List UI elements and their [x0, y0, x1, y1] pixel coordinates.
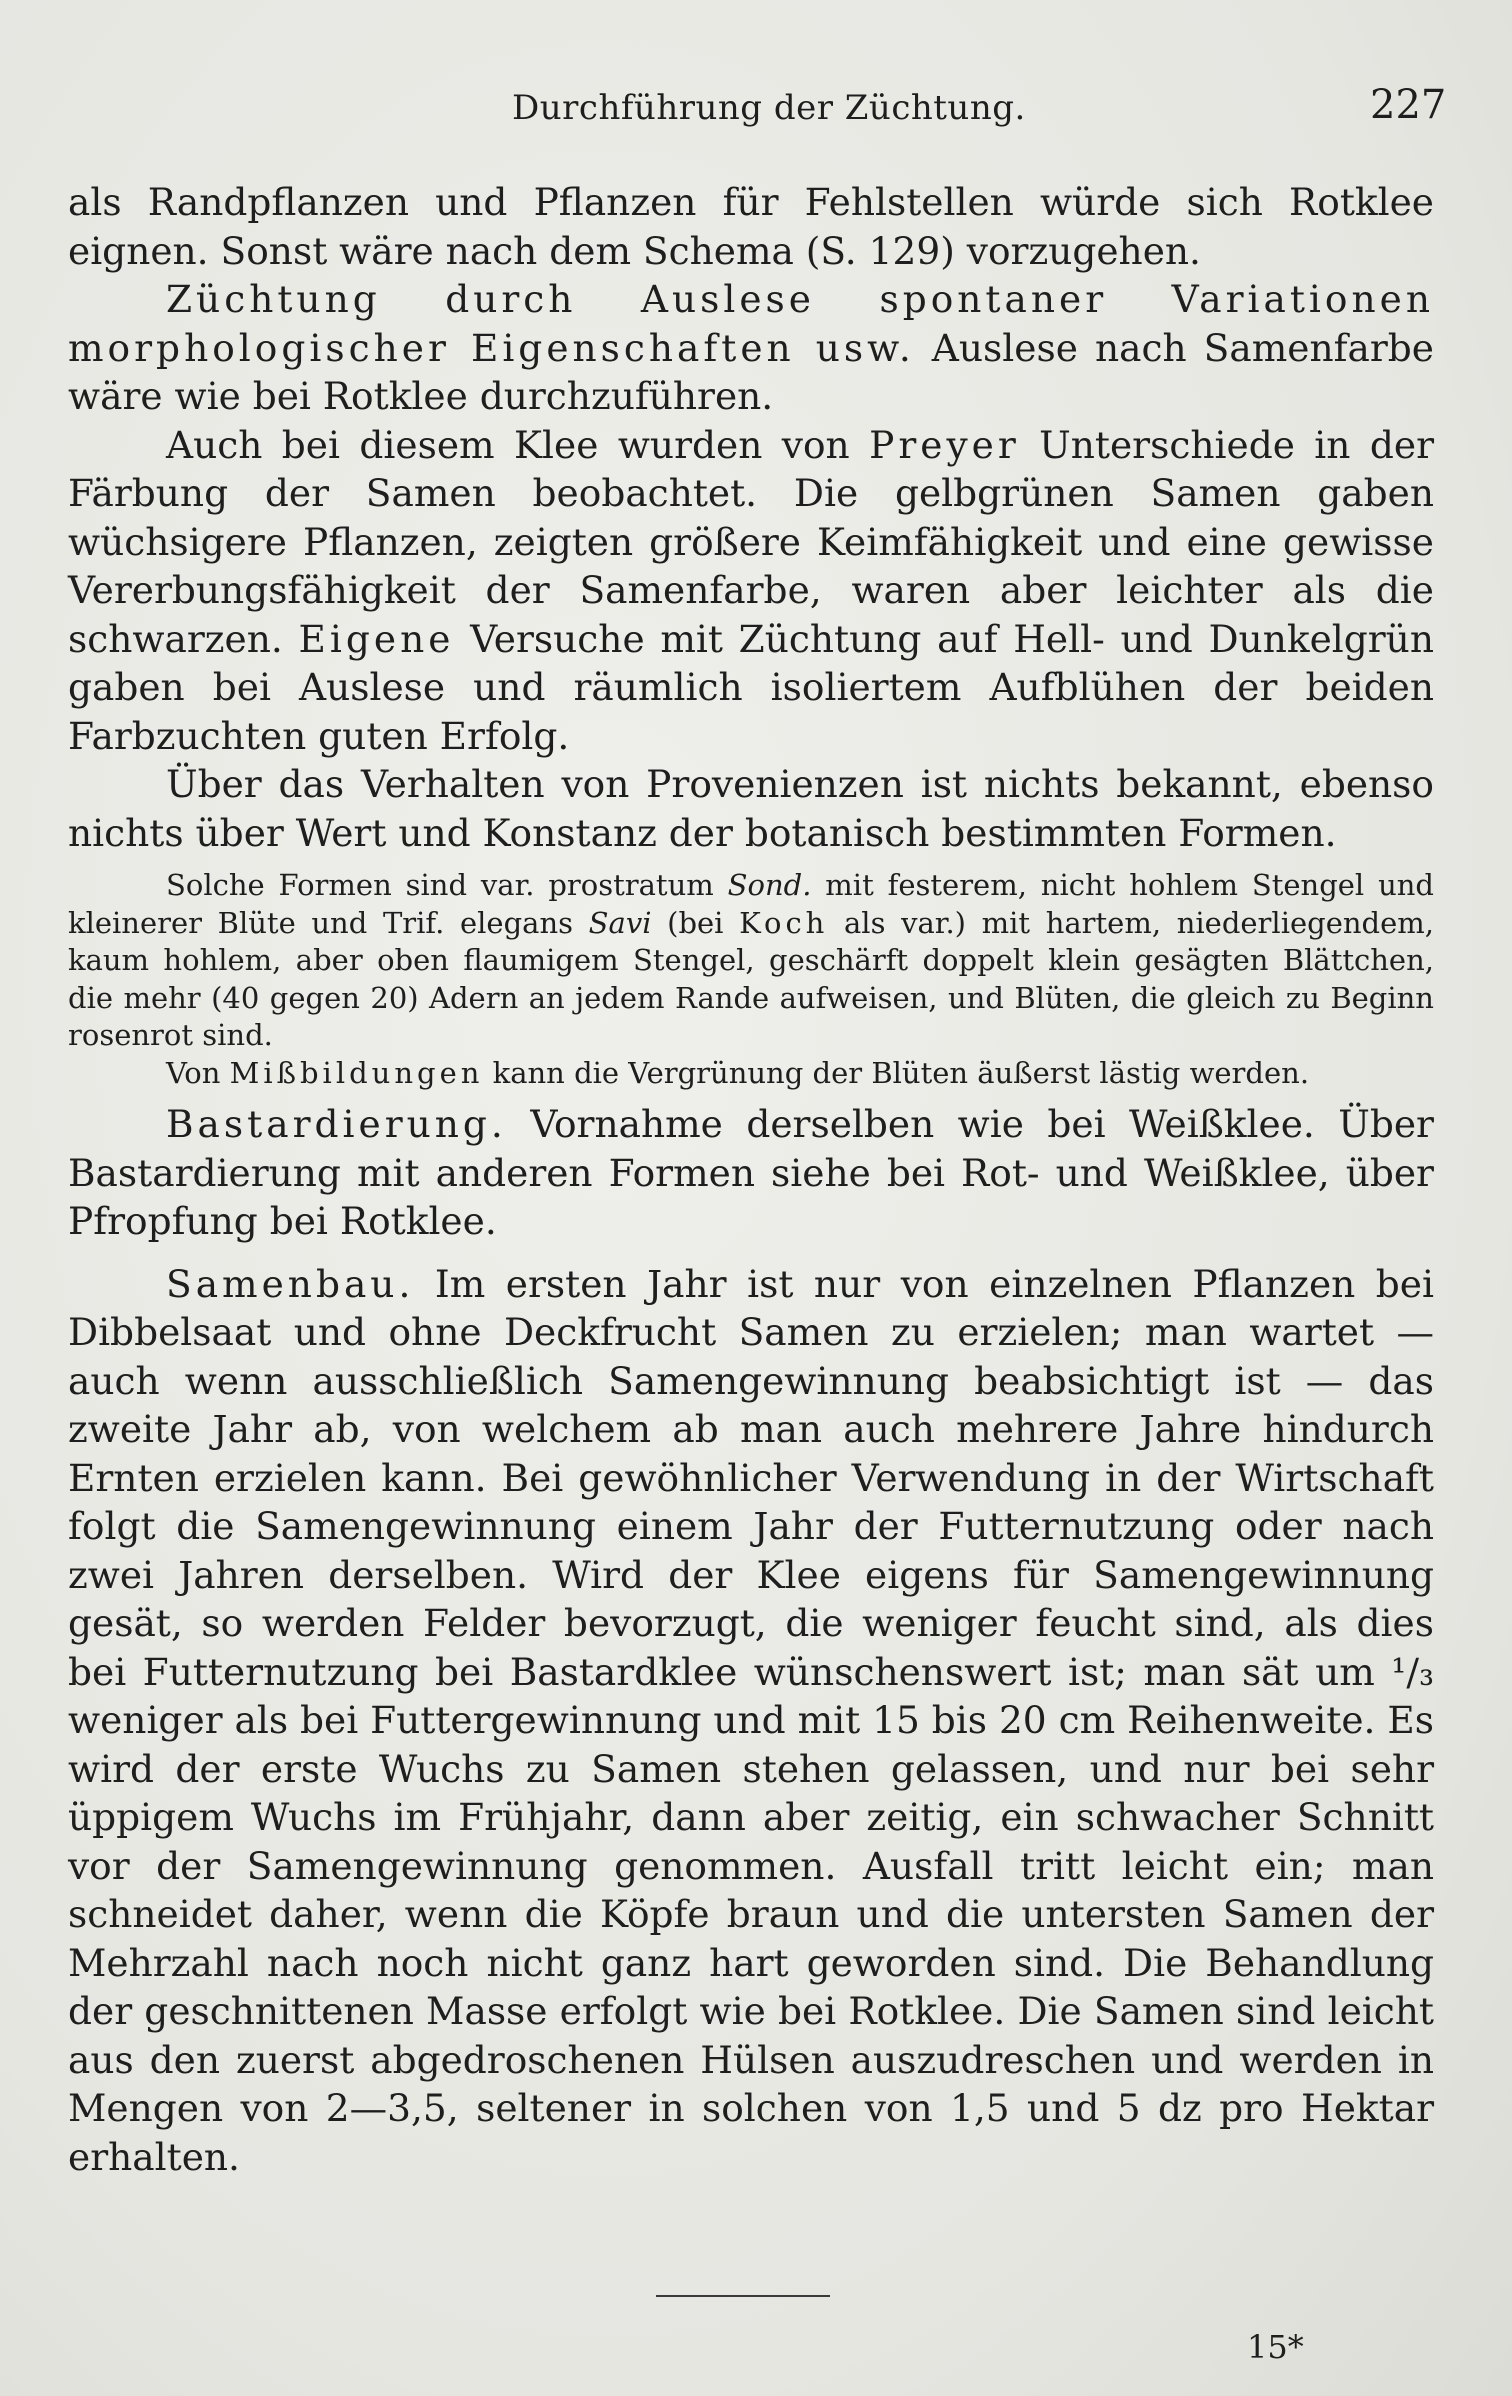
- paragraph-text: Vornahme derselben wie bei Weißklee. Über Bastardierung mit anderen Formen siehe bei Rot- und Weißklee, über Pfropfung bei Rotklee.: [68, 1102, 1434, 1243]
- paragraph-rotklee: [68, 178, 1434, 275]
- author-abbrev-savi: Savi: [588, 905, 652, 940]
- paragraph-text: Im ersten Jahr ist nur von einzelnen Pflanzen bei Dibbelsaat und ohne Deckfrucht Samen zu erzielen; man wartet — auch wenn ausschließlich Samengewinnung beabsichtigt ist — das zweite Jahr ab, von welchem ab man auch mehrere Jahre hindurch Ernten erzielen kann. Bei gewöhnlicher Verwendung in der Wirtschaft folgt die Samengewinnung einem Jahr der Futternutzung oder nach zwei Jahren derselben. Wird der Klee eigens für Samengewinnung gesät, so werden Felder bevorzugt, die weniger feucht sind, als dies bei Futternutzung bei Bastardklee wünschenswert ist; man sät um: [68, 1261, 1434, 1694]
- paragraph-samenfarbe: [68, 421, 1434, 761]
- paragraph-text: als Randpflanzen und Pflanzen für Fehlstellen würde sich Rotklee eignen. Sonst wäre nach dem Schema (S. 129) vorzugehen.: [68, 180, 1434, 273]
- running-title: Durchführung der Züchtung.: [512, 88, 1026, 128]
- emphasis-missbildungen: Mißbildungen: [229, 1055, 484, 1090]
- note-text: Von: [166, 1055, 230, 1090]
- section-heading-bastardierung: Bastardierung.: [166, 1102, 507, 1146]
- section-heading-zuechtung: Züchtung durch Auslese spontaner Variationen morphologischer Eigenschaften usw.: [68, 277, 1434, 370]
- note-text: kann die Vergrünung der Blüten äußerst lästig werden.: [483, 1055, 1310, 1090]
- emphasis-eigene: Eigene: [298, 616, 455, 661]
- body-text: [68, 178, 1434, 2181]
- author-name-preyer: Preyer: [869, 422, 1020, 467]
- paragraph-bastardierung: [68, 1100, 1434, 1246]
- note-formen: [68, 867, 1434, 1055]
- fraction-one-third: ¹/₃: [1391, 1649, 1434, 1694]
- signature-mark: 15*: [1247, 2328, 1304, 2366]
- note-missbildungen: [68, 1055, 1434, 1093]
- paragraph-provenienzen: [68, 760, 1434, 857]
- paragraph-zuechtung: [68, 275, 1434, 421]
- note-text: Solche Formen sind var. prostratum: [166, 868, 728, 902]
- paragraph-text: Versuche mit Züchtung auf Hell- und Dunkelgrün gaben bei Auslese und räumlich isoliertem Aufblühen der beiden Farbzuchten guten Erfolg.: [68, 616, 1434, 758]
- paragraph-text: Auch bei diesem Klee wurden von: [166, 422, 870, 467]
- paragraph-text: Über das Verhalten von Provenienzen ist nichts bekannt, ebenso nichts über Wert und Konstanz der botanisch bestimmten Formen.: [68, 762, 1434, 855]
- note-text: mit festerem, nicht hohlem Stengel und kleinerer Blüte und Trif. elegans: [68, 868, 1434, 940]
- section-heading-samenbau: Samenbau.: [166, 1261, 415, 1306]
- author-abbrev-sond: Sond.: [727, 868, 812, 902]
- footer-rule: [656, 2295, 830, 2297]
- author-name-koch: Koch: [739, 905, 829, 940]
- page-number: 227: [1370, 82, 1447, 128]
- paragraph-samenbau: [68, 1260, 1434, 2182]
- paragraph-text: Unterschiede in der Färbung der Samen beobachtet. Die gelbgrünen Samen gaben wüchsigere Pflanzen, zeigten größere Keimfähigkeit und eine gewisse Vererbungsfähigkeit der Samenfarbe, waren aber leichter als die schwarzen.: [68, 422, 1434, 661]
- running-head: [0, 82, 1512, 132]
- paragraph-text: weniger als bei Futtergewinnung und mit 15 bis 20 cm Reihenweite. Es wird der erste Wuchs zu Samen stehen gelassen, und nur bei sehr üppigem Wuchs im Frühjahr, dann aber zeitig, ein schwacher Schnitt vor der Samengewinnung genommen. Ausfall tritt leicht ein; man schneidet daher, wenn die Köpfe braun und die untersten Samen der Mehrzahl nach noch nicht ganz hart geworden sind. Die Behandlung der geschnittenen Masse erfolgt wie bei Rotklee. Die Samen sind leicht aus den zuerst abgedroschenen Hülsen auszudreschen und werden in Mengen von 2—3,5, seltener in solchen von 1,5 und 5 dz pro Hektar erhalten.: [68, 1698, 1434, 2179]
- small-print-notes: [68, 867, 1434, 1092]
- paragraph-text: Auslese nach Samenfarbe wäre wie bei Rotklee durchzuführen.: [68, 325, 1434, 418]
- note-text: als var.) mit hartem, niederliegendem, kaum hohlem, aber oben flaumigem Stengel, geschärft doppelt klein gesägten Blättchen, die mehr (40 gegen 20) Adern an jedem Rande aufweisen, und Blüten, die gleich zu Beginn rosenrot sind.: [68, 905, 1434, 1052]
- note-text: (bei: [651, 905, 740, 940]
